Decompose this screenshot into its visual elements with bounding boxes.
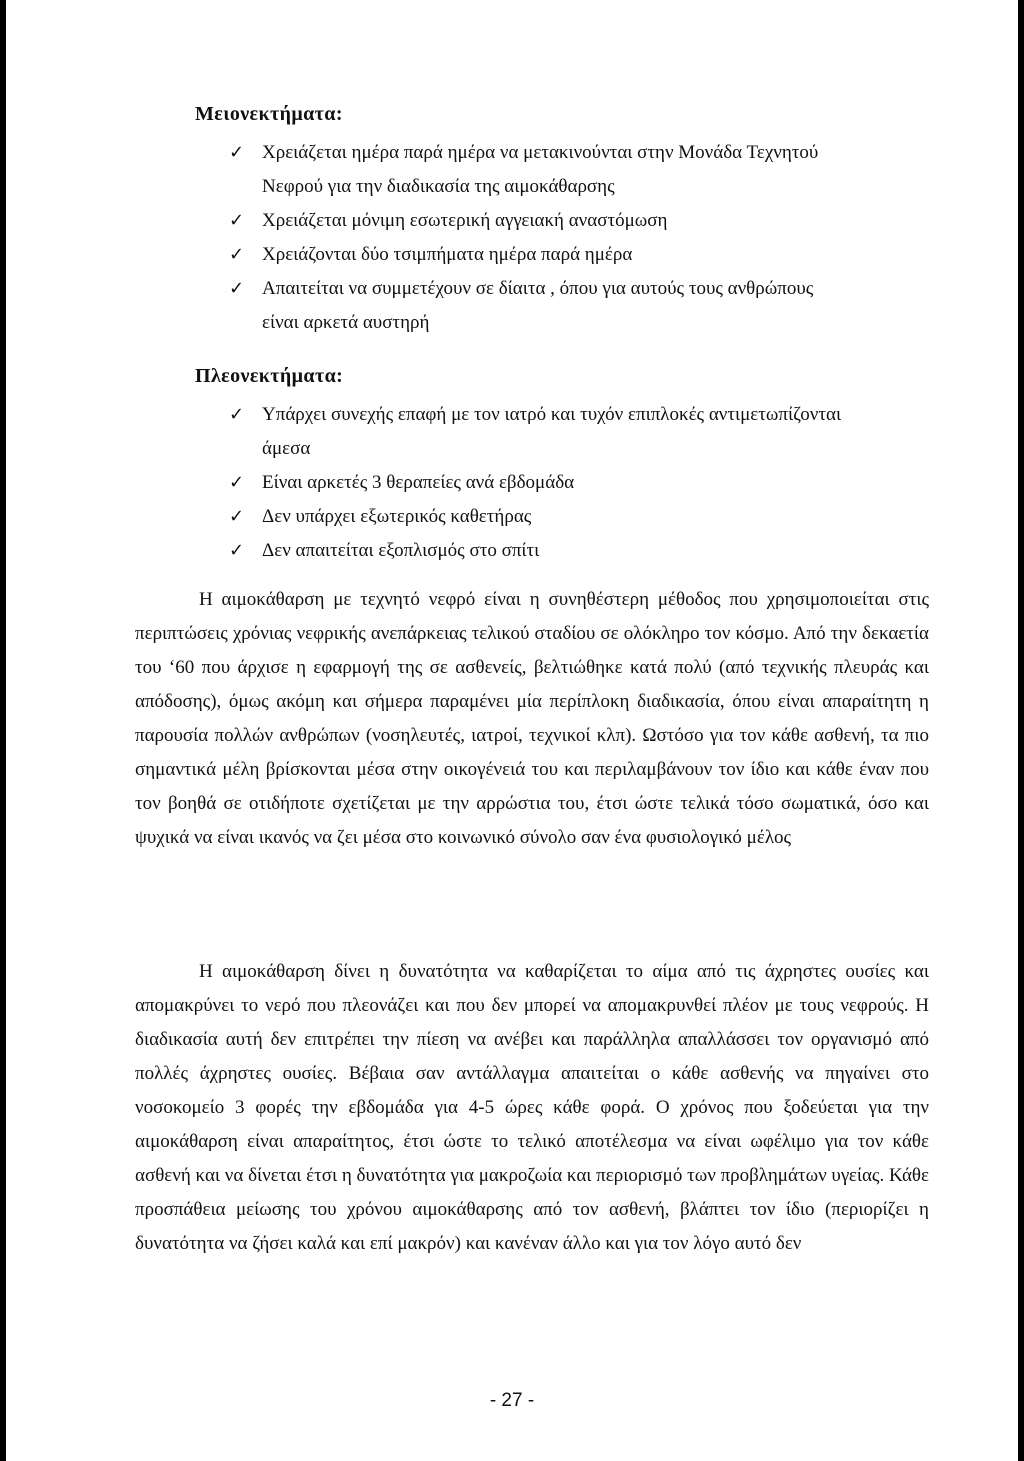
list-item: ✓ Είναι αρκετές 3 θεραπείες ανά εβδομάδα xyxy=(262,466,841,500)
list-item: ✓ Δεν απαιτείται εξοπλισμός στο σπίτι xyxy=(262,534,841,568)
check-icon: ✓ xyxy=(229,244,245,265)
check-icon: ✓ xyxy=(229,210,245,231)
list-item: ✓ Δεν υπάρχει εξωτερικός καθετήρας xyxy=(262,500,841,534)
advantages-list xyxy=(229,398,842,568)
list-item: ✓ Χρειάζεται μόνιμη εσωτερική αγγειακή αναστόμωση xyxy=(262,204,818,238)
list-item: ✓ Χρειάζεται ημέρα παρά ημέρα να μετακινούνται στην Μονάδα Τεχνητού Νεφρού για την διαδικασία της αιμοκάθαρσης xyxy=(262,136,818,204)
body-paragraph: Η αιμοκάθαρση με τεχνητό νεφρό είναι η συνηθέστερη μέθοδος που χρησιμοποιείται στις περιπτώσεις χρόνιας νεφρικής ανεπάρκειας τελικού σταδίου σε ολόκληρο τον κόσμο. Από την δεκαετία του ‘60 που άρχισε η εφαρμογή της σε ασθενείς, βελτιώθηκε κατά πολύ (από τεχνικής πλευράς και απόδοσης), όμως ακόμη και σήμερα παραμένει μία περίπλοκη διαδικασία, όπου είναι απαραίτητη η παρουσία πολλών ανθρώπων (νοσηλευτές, ιατροί, τεχνικοί κλπ). Ωστόσο για τον κάθε ασθενή, τα πιο σημαντικά μέλη βρίσκονται μέσα στην οικογένειά του και περιλαμβάνουν τον ίδιο και κάθε έναν που τον βοηθά σε οτιδήποτε σχετίζεται με την αρρώστια του, έτσι ώστε τελικά τόσο σωματικά, όσο και ψυχικά να είναι ικανός να ζει μέσα στο κοινωνικό σύνολο σαν ένα φυσιολογικό μέλος xyxy=(135,589,929,848)
list-item: ✓ Απαιτείται να συμμετέχουν σε δίαιτα , όπου για αυτούς τους ανθρώπους είναι αρκετά αυστηρή xyxy=(262,272,818,340)
check-icon: ✓ xyxy=(229,506,245,527)
page-number: - 27 - xyxy=(489,1390,535,1411)
advantages-heading: Πλεονεκτήματα: xyxy=(195,365,344,387)
disadvantages-list xyxy=(229,136,819,340)
check-icon: ✓ xyxy=(229,540,245,561)
document-page xyxy=(6,0,1018,1461)
check-icon: ✓ xyxy=(229,472,245,493)
disadvantages-heading: Μειονεκτήματα: xyxy=(195,103,343,125)
check-icon: ✓ xyxy=(229,142,245,163)
check-icon: ✓ xyxy=(229,278,245,299)
list-item: ✓ Υπάρχει συνεχής επαφή με τον ιατρό και τυχόν επιπλοκές αντιμετωπίζονται άμεσα xyxy=(262,398,841,466)
body-paragraph: Η αιμοκάθαρση δίνει η δυνατότητα να καθαρίζεται το αίμα από τις άχρηστες ουσίες και απομακρύνει το νερό που πλεονάζει και που δεν μπορεί να απομακρυνθεί πλέον με τους νεφρούς. Η διαδικασία αυτή δεν επιτρέπει την πίεση να ανέβει και παράλληλα απαλλάσσει τον οργανισμό από πολλές άχρηστες ουσίες. Βέβαια σαν αντάλλαγμα απαιτείται ο κάθε ασθενής να πηγαίνει στο νοσοκομείο 3 φορές την εβδομάδα για 4-5 ώρες κάθε φορά. Ο χρόνος που ξοδεύεται για την αιμοκάθαρση είναι απαραίτητος, έτσι ώστε το τελικό αποτέλεσμα να είναι ωφέλιμο για τον κάθε ασθενή και να δίνεται έτσι η δυνατότητα για μακροζωία και περιορισμό των προβλημάτων υγείας. Κάθε προσπάθεια μείωσης του χρόνου αιμοκάθαρσης από τον ασθενή, βλάπτει τον ίδιο (περιορίζει η δυνατότητα να ζήσει καλά και επί μακρόν) και κανέναν άλλο και για τον λόγο αυτό δεν xyxy=(135,961,930,1254)
check-icon: ✓ xyxy=(229,404,245,425)
list-item: ✓ Χρειάζονται δύο τσιμπήματα ημέρα παρά ημέρα xyxy=(262,238,818,272)
